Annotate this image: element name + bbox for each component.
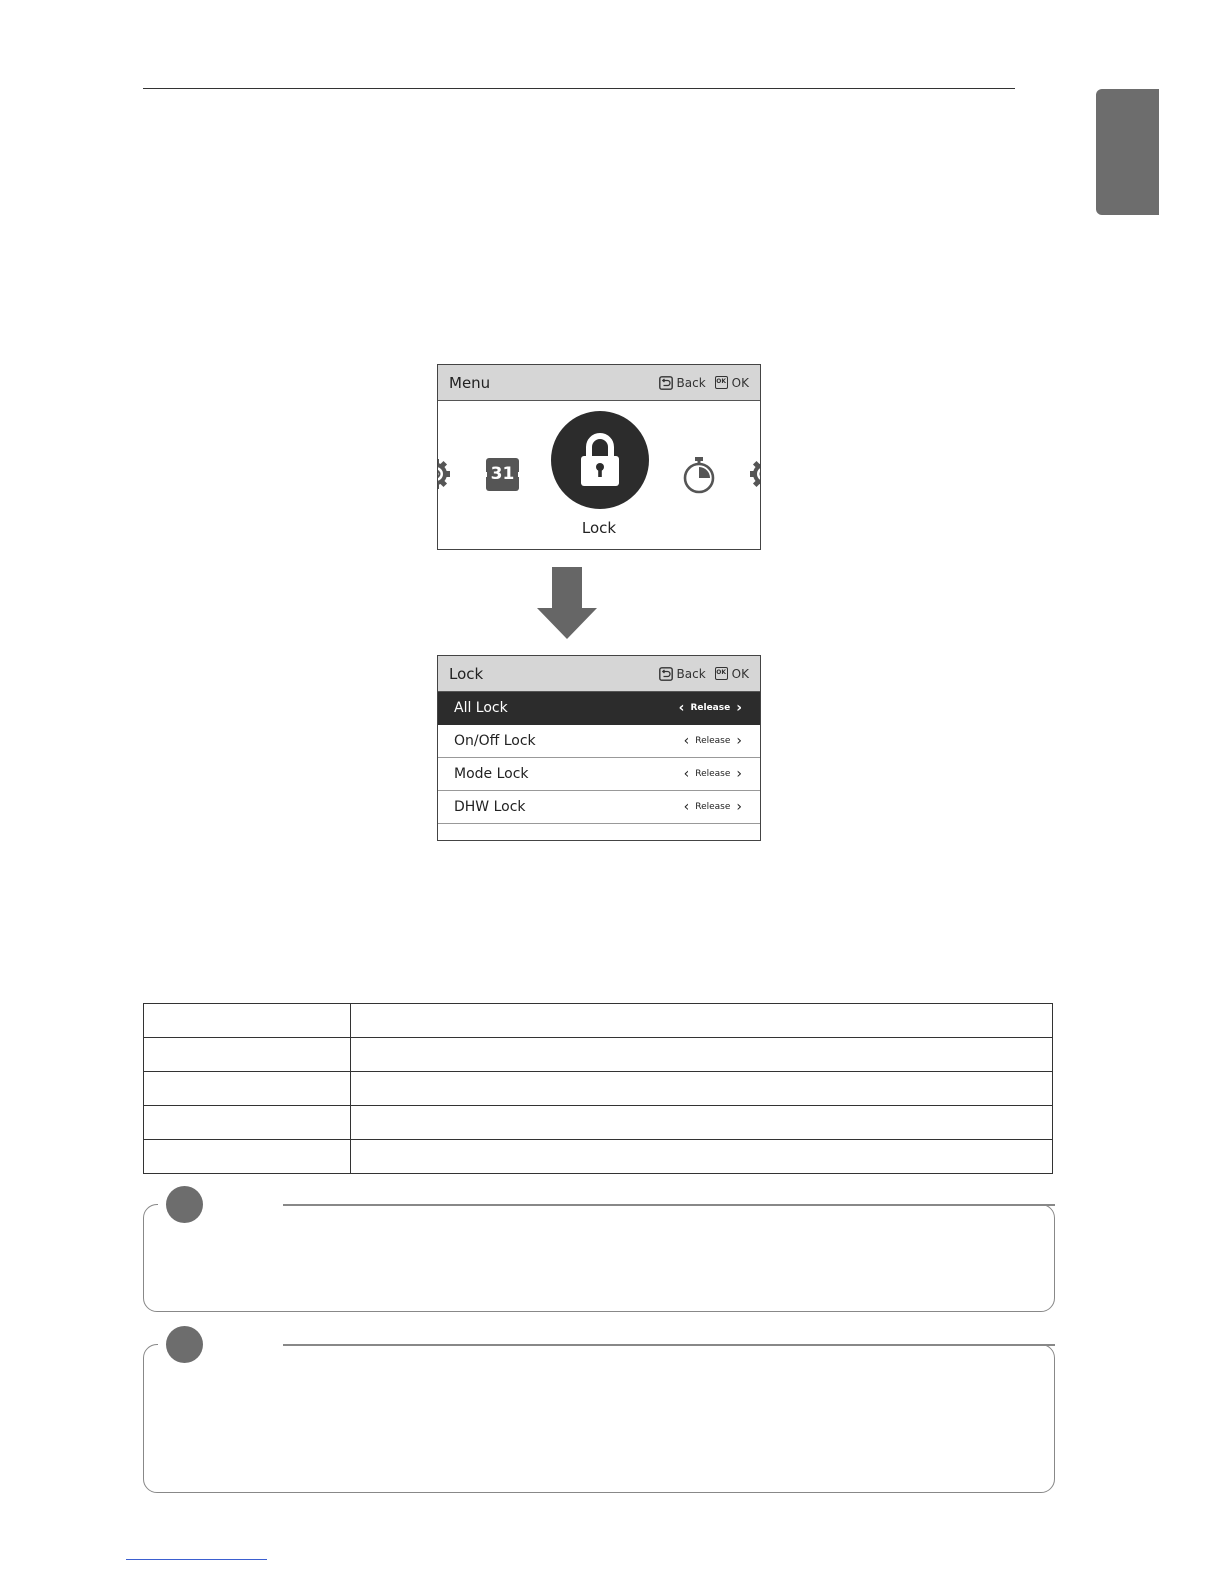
row-value: Release bbox=[695, 769, 731, 779]
lock-row-on-off-lock[interactable] bbox=[438, 725, 760, 758]
lock-row-all-lock[interactable] bbox=[438, 692, 760, 725]
table-row bbox=[144, 1004, 1053, 1038]
back-label: Back bbox=[676, 666, 706, 681]
footer-link-underline[interactable] bbox=[126, 1559, 267, 1560]
back-icon bbox=[659, 376, 673, 390]
note-badge bbox=[166, 1326, 203, 1363]
chevron-right-icon[interactable]: › bbox=[736, 700, 742, 716]
menu-carousel bbox=[438, 401, 760, 549]
menu-screen bbox=[437, 364, 761, 550]
ok-key-icon: OK bbox=[715, 376, 728, 389]
menu-screen-header bbox=[438, 365, 760, 401]
calendar-date: 31 bbox=[490, 464, 515, 484]
note-divider bbox=[283, 1204, 1055, 1206]
chevron-left-icon[interactable]: ‹ bbox=[683, 766, 690, 782]
ok-button[interactable] bbox=[715, 376, 749, 390]
chevron-right-icon[interactable]: › bbox=[736, 733, 742, 749]
row-value: Release bbox=[695, 802, 731, 812]
ok-key-icon: OK bbox=[715, 667, 728, 680]
menu-screen-title: Menu bbox=[449, 373, 491, 392]
ok-label: OK bbox=[731, 666, 749, 681]
back-button[interactable] bbox=[659, 667, 706, 681]
chevron-left-icon[interactable]: ‹ bbox=[683, 733, 690, 749]
chevron-right-icon[interactable]: › bbox=[736, 766, 742, 782]
row-label: DHW Lock bbox=[454, 799, 526, 815]
lock-icon bbox=[551, 411, 649, 509]
down-arrow-icon bbox=[537, 567, 597, 639]
note-box bbox=[143, 1204, 1055, 1312]
lock-row-dhw-lock[interactable] bbox=[438, 791, 760, 824]
row-value: Release bbox=[690, 703, 731, 713]
note-badge bbox=[166, 1186, 203, 1223]
lock-description-table bbox=[143, 1003, 1053, 1174]
row-value-selector[interactable] bbox=[678, 800, 748, 814]
row-value-selector[interactable] bbox=[673, 701, 748, 715]
chevron-left-icon[interactable]: ‹ bbox=[678, 700, 685, 716]
back-icon bbox=[659, 667, 673, 681]
table-row bbox=[144, 1038, 1053, 1072]
ok-label: OK bbox=[731, 375, 749, 390]
calendar-icon[interactable] bbox=[486, 458, 519, 491]
selected-item-label: Lock bbox=[581, 519, 617, 537]
lock-row-mode-lock[interactable] bbox=[438, 758, 760, 791]
top-rule bbox=[143, 88, 1015, 89]
back-label: Back bbox=[676, 375, 706, 390]
lock-menu-item[interactable] bbox=[551, 411, 649, 509]
lock-screen-title: Lock bbox=[449, 664, 484, 683]
row-value-selector[interactable] bbox=[678, 767, 748, 781]
lock-screen-header bbox=[438, 656, 760, 692]
ok-button[interactable] bbox=[715, 667, 749, 681]
language-side-tab bbox=[1096, 89, 1159, 215]
note-box bbox=[143, 1344, 1055, 1493]
row-label: On/Off Lock bbox=[454, 733, 536, 749]
table-row bbox=[144, 1106, 1053, 1140]
lock-screen bbox=[437, 655, 761, 841]
row-value-selector[interactable] bbox=[678, 734, 748, 748]
chevron-right-icon[interactable]: › bbox=[736, 799, 742, 815]
row-label: Mode Lock bbox=[454, 766, 529, 782]
table-row bbox=[144, 1072, 1053, 1106]
gear-icon[interactable] bbox=[744, 457, 761, 491]
row-label: All Lock bbox=[454, 700, 508, 716]
chevron-left-icon[interactable]: ‹ bbox=[683, 799, 690, 815]
gear-icon[interactable] bbox=[437, 457, 456, 491]
back-button[interactable] bbox=[659, 376, 706, 390]
timer-icon[interactable] bbox=[681, 456, 717, 494]
note-divider bbox=[283, 1344, 1055, 1346]
table-row bbox=[144, 1140, 1053, 1174]
row-value: Release bbox=[695, 736, 731, 746]
